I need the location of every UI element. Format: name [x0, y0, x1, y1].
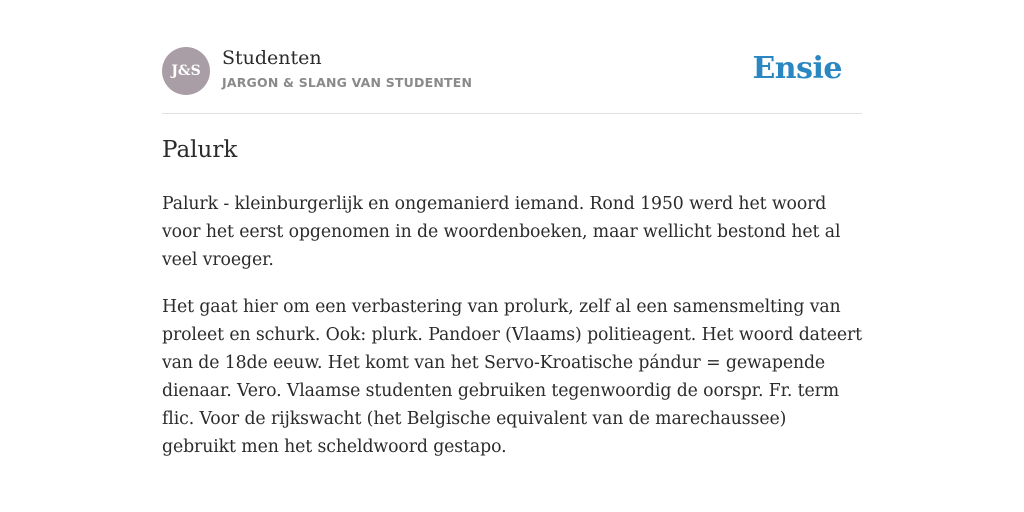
source-avatar[interactable]: J&S [162, 47, 210, 95]
header-divider [162, 113, 862, 114]
entry-term-title: Palurk [162, 137, 238, 163]
entry-card [162, 0, 862, 512]
source-header [162, 47, 862, 95]
ensie-logo-link[interactable]: Ensie [752, 51, 842, 86]
definition-paragraph-1: Palurk - kleinburgerlijk en ongemanierd iemand. Rond 1950 werd het woord voor het eerst opgenomen in de woordenboeken, maar wellicht bestond het al veel vroeger. [162, 194, 841, 270]
definition-paragraph-2: Het gaat hier om een verbastering van prolurk, zelf al een samensmelting van proleet en schurk. Ook: plurk. Pandoer (Vlaams) politieagent. Het woord dateert van de 18de eeuw. Het komt van het Servo-Kroatische pándur = gewapende dienaar. Vero. Vlaamse studenten gebruiken tegenwoordig de oorspr. Fr. term flic. Voor de rijkswacht (het Belgische equivalent van de marechaussee) gebruikt men het scheldwoord gestapo. [162, 297, 862, 457]
entry-definition [162, 190, 862, 480]
source-subtitle: JARGON & SLANG VAN STUDENTEN [222, 75, 473, 90]
source-title-link[interactable]: Studenten [222, 47, 322, 69]
